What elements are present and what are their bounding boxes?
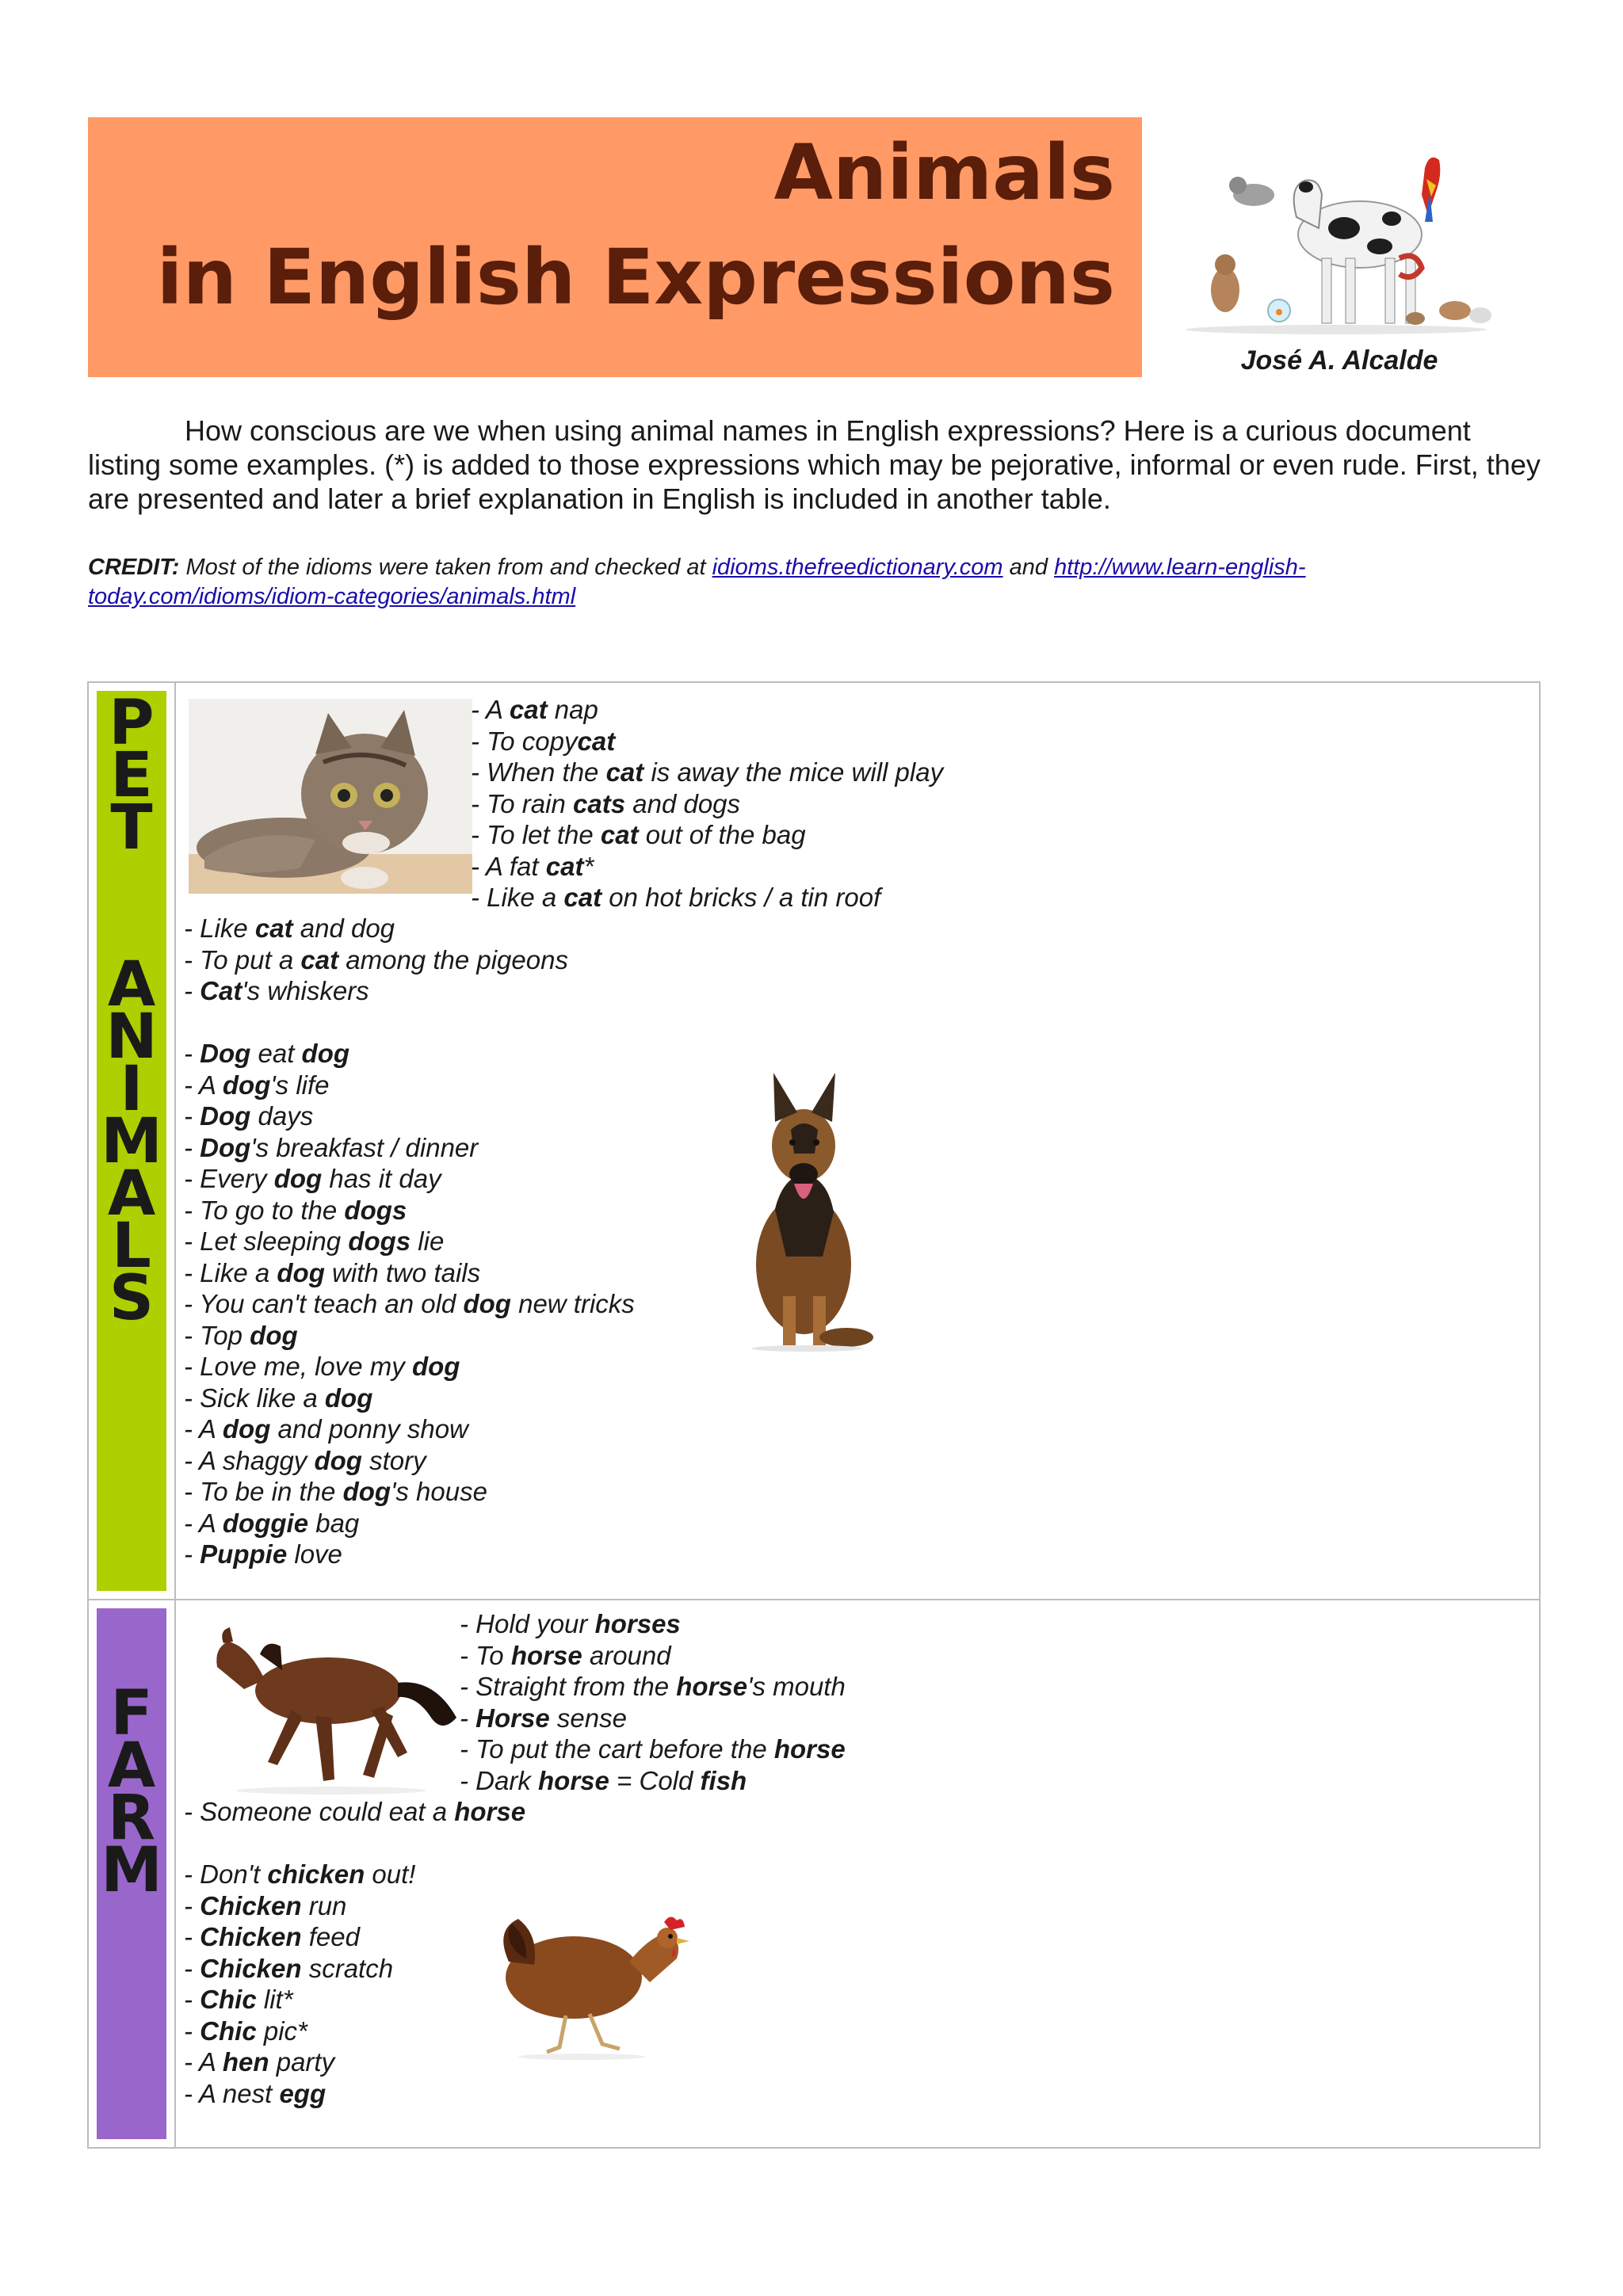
label-letter: A [107,949,156,1020]
idiom-text: sense [549,1703,627,1733]
idiom-text: around [582,1640,671,1670]
idiom-item [184,1445,635,1477]
idiom-text: - [184,1985,200,2014]
label-letter: A [107,1730,156,1802]
idiom-keyword: dog [222,1070,271,1100]
cat-idiom-list-more [184,913,568,1007]
idiom-text: feed [301,1922,360,1951]
horse-idiom-list-top [460,1608,846,1796]
idiom-keyword: dogs [344,1195,407,1225]
idiom-item [460,1608,846,1640]
idiom-text: 's breakfast / dinner [250,1132,479,1162]
idiom-text: - When the [471,757,606,787]
idiom-keyword: cat [300,944,339,974]
idiom-text: pic* [256,2016,307,2046]
idiom-text: - [184,1039,200,1068]
idiom-keyword: Dog [200,1132,251,1162]
idiom-text: scratch [301,1953,394,1983]
label-letter: R [107,1783,156,1854]
idiom-text: and dog [292,913,395,943]
idiom-item [184,1257,635,1289]
idiom-text: lit* [256,1985,293,2014]
cat-idiom-list-top [471,694,943,913]
idiom-keyword: horse [773,1734,846,1764]
idiom-item [471,882,943,913]
idiom-text: lie [411,1226,445,1256]
idiom-item [460,1733,846,1765]
idiom-text: - [184,976,200,1005]
idiom-text: among the pigeons [338,944,568,974]
credit-label: CREDIT: [88,555,180,580]
idiom-item [184,975,568,1007]
idiom-table [87,681,1541,2149]
idiom-keyword: Dog [200,1101,251,1131]
idiom-keyword: doggie [222,1508,309,1538]
credit-note [88,553,1499,612]
label-letter: S [109,1263,155,1334]
credit-link-1[interactable]: idioms.thefreedictionary.com [712,555,1003,580]
idiom-keyword: cat [254,913,293,943]
farm-label-cell [89,1600,176,2147]
idiom-keyword: cat [600,820,639,849]
idiom-keyword: fish [700,1765,747,1795]
title-line-2: in English Expressions [156,233,1115,322]
idiom-text: nap [547,695,598,724]
idiom-text: * [583,851,594,881]
idiom-item [184,1038,635,1070]
idiom-item [184,1539,635,1570]
idiom-item [471,788,943,820]
idiom-text: on hot bricks / a tin roof [601,883,881,912]
idiom-item [184,1288,635,1320]
idiom-keyword: egg [279,2078,327,2108]
idiom-keyword: horse [676,1672,748,1701]
idiom-item [184,1796,525,1828]
idiom-text: eat [250,1039,302,1068]
idiom-keyword: dog [324,1383,373,1413]
credit-and: and [1002,555,1055,580]
credit-text: Most of the idioms were taken from and checked at [179,555,712,580]
idiom-text: - Like a [184,1257,277,1287]
idiom-keyword: cat [577,726,616,756]
label-letter: F [110,1678,153,1749]
idiom-text: - Top [184,1320,250,1350]
idiom-text: - A [184,1070,223,1100]
idiom-text: - Sick like a [184,1383,325,1413]
idiom-item [184,1859,415,1890]
idiom-item [460,1671,846,1703]
idiom-item [184,1984,415,2016]
idiom-text: - Like a [471,883,564,912]
label-letter: L [112,1211,151,1282]
idiom-keyword: dog [301,1039,350,1068]
idiom-keyword: cat [605,757,644,787]
idiom-text: - Let sleeping [184,1226,349,1256]
chicken-idiom-list [184,1859,415,2109]
idiom-keyword: hen [222,2047,269,2077]
idiom-keyword: cat [509,695,548,724]
idiom-text: - [184,1132,200,1162]
idiom-text: - To be in the [184,1477,343,1506]
idiom-keyword: horse [538,1765,609,1795]
idiom-keyword: Horse [475,1703,550,1733]
idiom-text: bag [308,1508,360,1538]
idiom-text: - To rain [471,788,574,818]
idiom-text: love [287,1539,342,1569]
idiom-text: party [269,2047,335,2077]
pets-group-picture [1178,139,1501,338]
idiom-keyword: Chic [200,2016,257,2046]
horse-picture [204,1607,464,1797]
idiom-text: - Someone could eat a [184,1797,455,1826]
idiom-text: out of the bag [638,820,806,849]
idiom-text: is away the mice will play [643,757,944,787]
intro-text: How conscious are we when using animal names in English expressions? Here is a curious document listing some examples. (*) is added to those expressions which may be pejorative, informal or even rude. First, they are presented and later a brief explanation in English is included in another table. [88,414,1541,515]
idiom-text: - To let the [471,820,601,849]
idiom-keyword: chicken [267,1859,365,1889]
kitten-picture [189,699,472,894]
idiom-text: 's mouth [747,1672,846,1701]
idiom-item [184,1413,635,1445]
idiom-item [184,1132,635,1164]
idiom-keyword: Chicken [200,1922,302,1951]
idiom-text: - A [184,1414,223,1444]
idiom-keyword: Chic [200,1985,257,2014]
idiom-text: - Dark [460,1765,538,1795]
farm-label [97,1608,166,2139]
pet-animals-content [176,683,1539,1599]
idiom-keyword: dog [342,1477,391,1506]
idiom-text: - Like [184,913,255,943]
idiom-text: - A nest [184,2078,280,2108]
german-shepherd-picture [727,1066,886,1352]
label-letter: M [101,1835,162,1906]
label-letter: P [109,688,155,759]
idiom-keyword: horses [594,1609,681,1638]
idiom-keyword: dog [250,1320,298,1350]
idiom-item [184,1953,415,1985]
idiom-text: - Don't [184,1859,268,1889]
idiom-text: days [250,1101,314,1131]
idiom-item [471,726,943,757]
idiom-keyword: Puppie [200,1539,288,1569]
pet-animals-label-cell [89,683,176,1599]
idiom-text: - Love me, love my [184,1352,412,1381]
idiom-text: story [361,1445,426,1475]
farm-content [176,1600,1539,2147]
idiom-text: - [460,1703,476,1733]
idiom-text: - To copy [471,726,578,756]
idiom-text: - [184,1101,200,1131]
idiom-keyword: dog [273,1164,323,1193]
idiom-item [184,944,568,976]
idiom-item [184,1383,635,1414]
idiom-keyword: horse [510,1640,582,1670]
idiom-item [184,2078,415,2110]
idiom-text: - To put the cart before the [460,1734,774,1764]
idiom-item [184,1351,635,1383]
idiom-keyword: cats [573,788,626,818]
idiom-text: = Cold [609,1765,701,1795]
idiom-text: - Every [184,1164,274,1193]
title-banner [88,117,1142,377]
farm-row [89,1599,1539,2147]
idiom-text: - [184,1539,200,1569]
idiom-item [184,913,568,944]
idiom-item [184,1320,635,1352]
label-letter: E [110,740,153,811]
label-letter: M [101,1106,162,1177]
label-letter: A [107,1158,156,1230]
idiom-text: - To put a [184,944,301,974]
idiom-item [460,1703,846,1734]
idiom-keyword: Cat [200,976,242,1005]
pet-animals-row [89,683,1539,1599]
idiom-item [184,1226,635,1257]
idiom-text: with two tails [324,1257,481,1287]
idiom-text: run [301,1890,347,1920]
idiom-keyword: dog [222,1414,271,1444]
intro-paragraph [88,414,1546,516]
idiom-keyword: dogs [348,1226,411,1256]
idiom-item [460,1765,846,1797]
idiom-keyword: dog [277,1257,325,1287]
idiom-keyword: cat [545,851,584,881]
idiom-keyword: Chicken [200,1953,302,1983]
idiom-text: - [184,1890,200,1920]
idiom-keyword: dog [463,1289,511,1318]
idiom-text: - A [184,1508,223,1538]
idiom-text: - [184,1922,200,1951]
idiom-text: - A fat [471,851,546,881]
idiom-item [184,2046,415,2078]
idiom-item [471,757,943,788]
idiom-text: - To [460,1640,511,1670]
idiom-item [184,1195,635,1226]
idiom-item [184,1508,635,1539]
idiom-text: - [184,1953,200,1983]
idiom-keyword: Chicken [200,1890,302,1920]
idiom-keyword: cat [563,883,602,912]
idiom-text: and ponny show [270,1414,468,1444]
idiom-text: - A shaggy [184,1445,315,1475]
idiom-item [471,819,943,851]
idiom-text: - Straight from the [460,1672,677,1701]
idiom-text: new tricks [510,1289,635,1318]
idiom-text: 's whiskers [242,976,369,1005]
idiom-item [471,851,943,883]
idiom-keyword: dog [411,1352,460,1381]
title-line-1: Animals [773,128,1115,217]
hen-picture [487,1906,707,2061]
idiom-item [184,2016,415,2047]
idiom-text: - A [184,2047,223,2077]
idiom-text: - [184,2016,200,2046]
idiom-item [184,1163,635,1195]
idiom-keyword: dog [314,1445,362,1475]
label-letter: T [110,792,153,864]
credit-link-2[interactable]: http://www.learn-english-today.com/idioms/idiom-categories/animals.html [88,555,1306,609]
idiom-keyword: horse [454,1797,526,1826]
idiom-text: out! [365,1859,416,1889]
idiom-text: - A [471,695,510,724]
idiom-item [184,1070,635,1101]
idiom-text: - Hold your [460,1609,595,1638]
idiom-item [460,1640,846,1672]
label-letter: I [120,1054,143,1125]
idiom-text: has it day [322,1164,441,1193]
idiom-text: - You can't teach an old [184,1289,464,1318]
idiom-text: 's house [391,1477,487,1506]
idiom-text: 's life [270,1070,330,1100]
idiom-item [184,1921,415,1953]
idiom-text: and dogs [625,788,741,818]
idiom-keyword: Dog [200,1039,251,1068]
horse-idiom-list-more [184,1796,525,1828]
idiom-item [184,1476,635,1508]
dog-idiom-list [184,1038,635,1570]
idiom-item [184,1890,415,1922]
idiom-item [471,694,943,726]
idiom-text: - To go to the [184,1195,345,1225]
author-name: José A. Alcalde [1240,345,1438,376]
pet-animals-label [97,688,166,1591]
idiom-item [184,1100,635,1132]
label-letter: N [105,1001,158,1073]
